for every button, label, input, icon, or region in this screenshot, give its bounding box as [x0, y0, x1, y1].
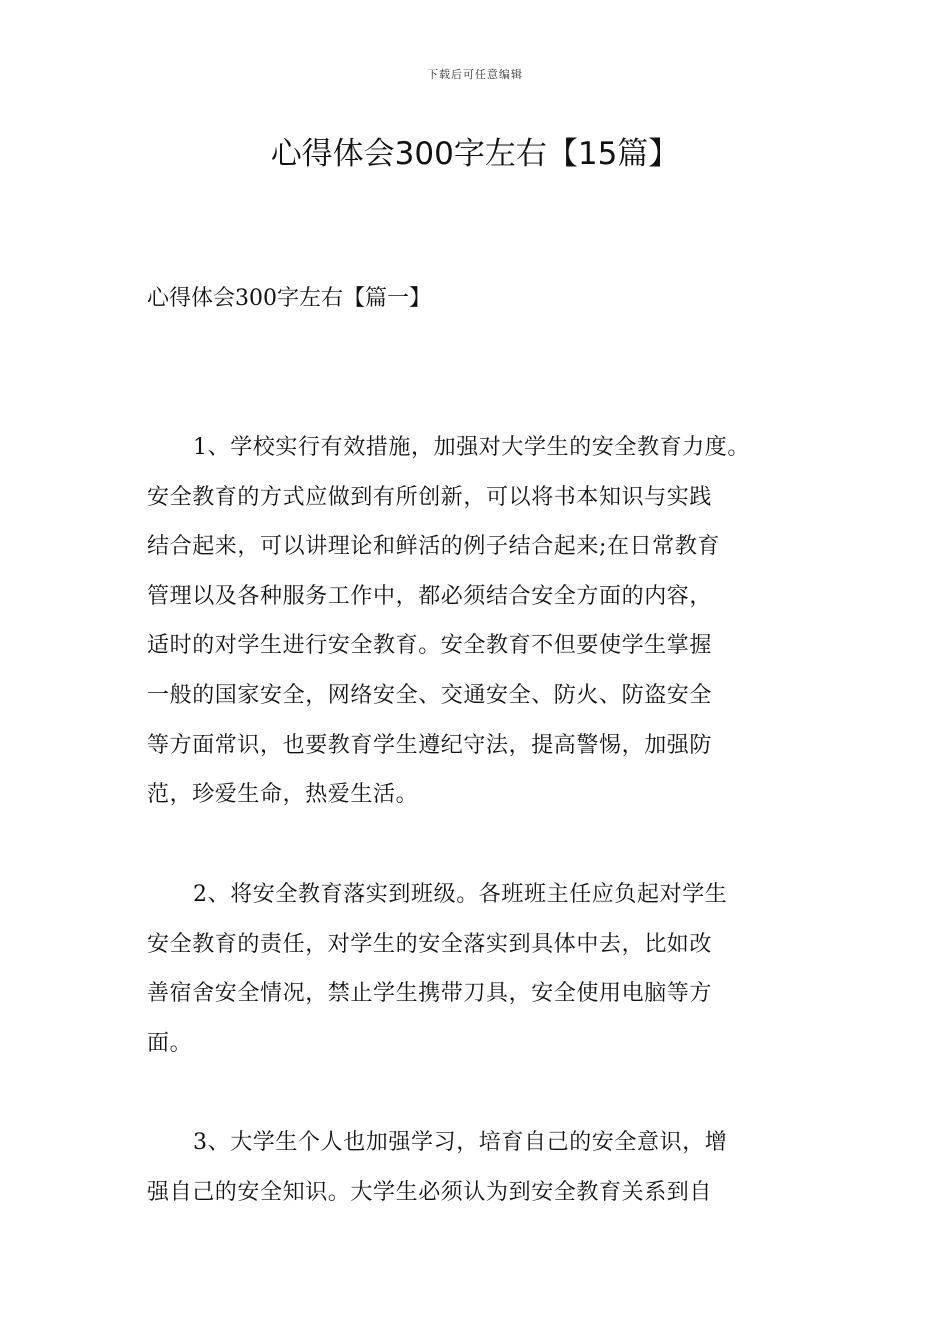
paragraph-line: 管理以及各种服务工作中，都必须结合安全方面的内容，: [147, 583, 713, 609]
section-heading: 心得体会300字左右【篇一】: [147, 286, 431, 311]
paragraph-line: 安全教育的责任，对学生的安全落实到具体中去，比如改: [147, 931, 713, 957]
document-title: 心得体会300字左右【15篇】: [270, 136, 680, 172]
paragraph-line: 2、将安全教育落实到班级。各班班主任应负起对学生: [193, 882, 728, 907]
paragraph-line: 1、学校实行有效措施，加强对大学生的安全教育力度。: [193, 435, 750, 460]
paragraph-line: 善宿舍安全情况，禁止学生携带刀具，安全使用电脑等方: [147, 981, 713, 1007]
header-note: 下载后可任意编辑: [427, 68, 523, 81]
paragraph-line: 面。: [147, 1030, 193, 1056]
paragraph-3: [147, 1118, 827, 1217]
paragraph-line: 等方面常识，也要教育学生遵纪守法，提高警惕，加强防: [147, 732, 713, 758]
paragraph-1: [147, 423, 827, 820]
paragraph-line: 适时的对学生进行安全教育。安全教育不但要使学生掌握: [147, 633, 713, 659]
paragraph-line: 范，珍爱生命，热爱生活。: [147, 782, 419, 808]
paragraph-line: 安全教育的方式应做到有所创新，可以将书本知识与实践: [147, 484, 713, 510]
paragraph-line: 结合起来，可以讲理论和鲜活的例子结合起来;在日常教育: [147, 534, 721, 560]
paragraph-line: 一般的国家安全，网络安全、交通安全、防火、防盗安全: [147, 682, 713, 708]
paragraph-line: 强自己的安全知识。大学生必须认为到安全教育关系到自: [147, 1179, 713, 1205]
paragraph-line: 3、大学生个人也加强学习，培育自己的安全意识，增: [193, 1130, 728, 1155]
paragraph-2: [147, 870, 827, 1068]
